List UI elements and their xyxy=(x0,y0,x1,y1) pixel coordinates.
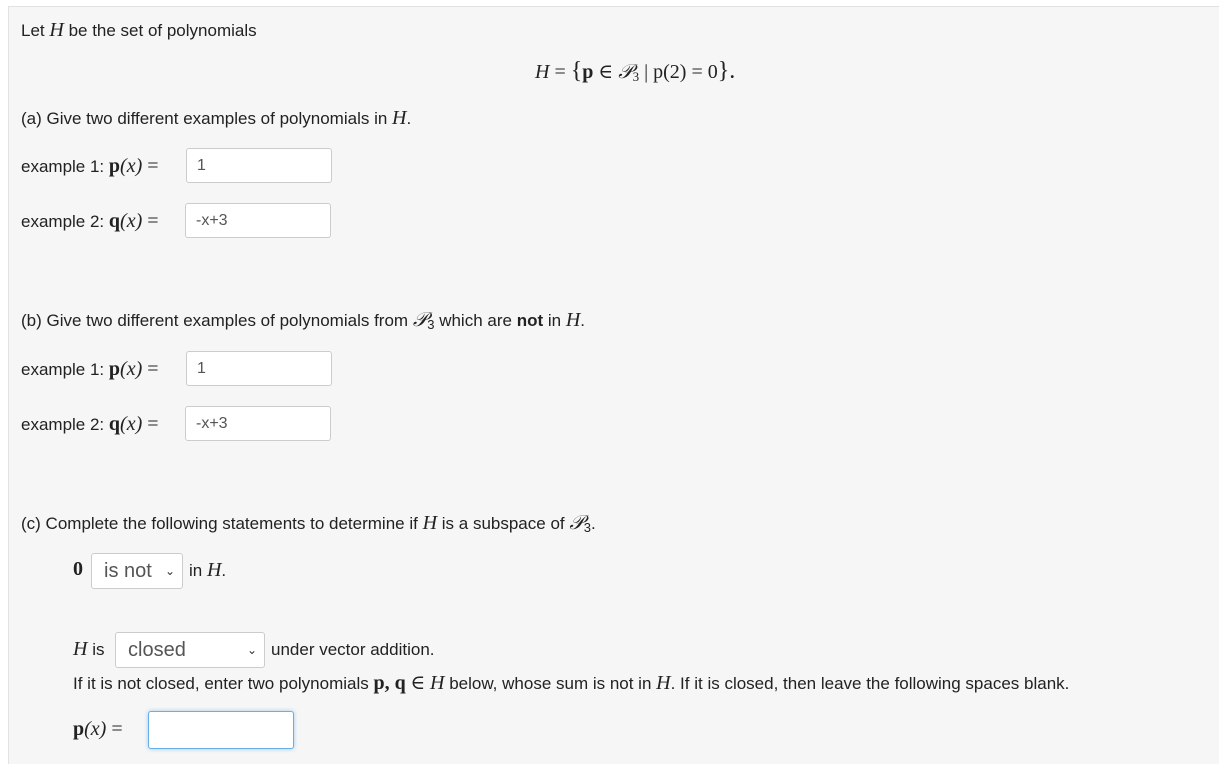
part-b-example2-input[interactable]: -x+3 xyxy=(185,406,331,441)
set-definition: H = {p ∈ 𝒫$_3$ | p(2) = 0}. xyxy=(535,58,736,84)
part-a-example1-label: example 1: p(x) = xyxy=(21,155,159,177)
part-a-example2-input[interactable]: -x+3 xyxy=(185,203,331,238)
part-a-example1-input[interactable]: 1 xyxy=(186,148,332,183)
closed-suffix: under vector addition. xyxy=(271,640,435,659)
chevron-down-icon: ⌄ xyxy=(246,643,257,657)
closure-select[interactable]: closed ⌄ xyxy=(115,632,265,668)
part-a-example2-label: example 2: q(x) = xyxy=(21,210,159,232)
part-b-example1-input[interactable]: 1 xyxy=(186,351,332,386)
intro-text: Let H be the set of polynomials xyxy=(21,19,257,41)
closed-prefix: H is xyxy=(73,638,105,660)
part-b-example2-label: example 2: q(x) = xyxy=(21,413,159,435)
closure-p-label: p(x) = xyxy=(73,718,123,740)
closure-p-input[interactable] xyxy=(148,711,294,749)
part-c-question: (c) Complete the following statements to determine if H is a subspace of 𝒫$_3$. xyxy=(21,512,596,535)
zero-membership-suffix: in H. xyxy=(189,559,227,581)
chevron-down-icon: ⌄ xyxy=(164,564,175,578)
closure-instructions: If it is not closed, enter two polynomials p, q ∈ H below, whose sum is not in H. If it is closed, then leave the following spaces blank. xyxy=(73,672,1070,694)
zero-membership-select[interactable]: is not ⌄ xyxy=(91,553,183,589)
zero-vector: 0 xyxy=(73,558,83,580)
part-b-question: (b) Give two different examples of polynomials from 𝒫$_3$ which are not in H. xyxy=(21,309,586,332)
part-b-example1-label: example 1: p(x) = xyxy=(21,358,159,380)
part-a-question: (a) Give two different examples of polynomials in H. xyxy=(21,107,412,129)
